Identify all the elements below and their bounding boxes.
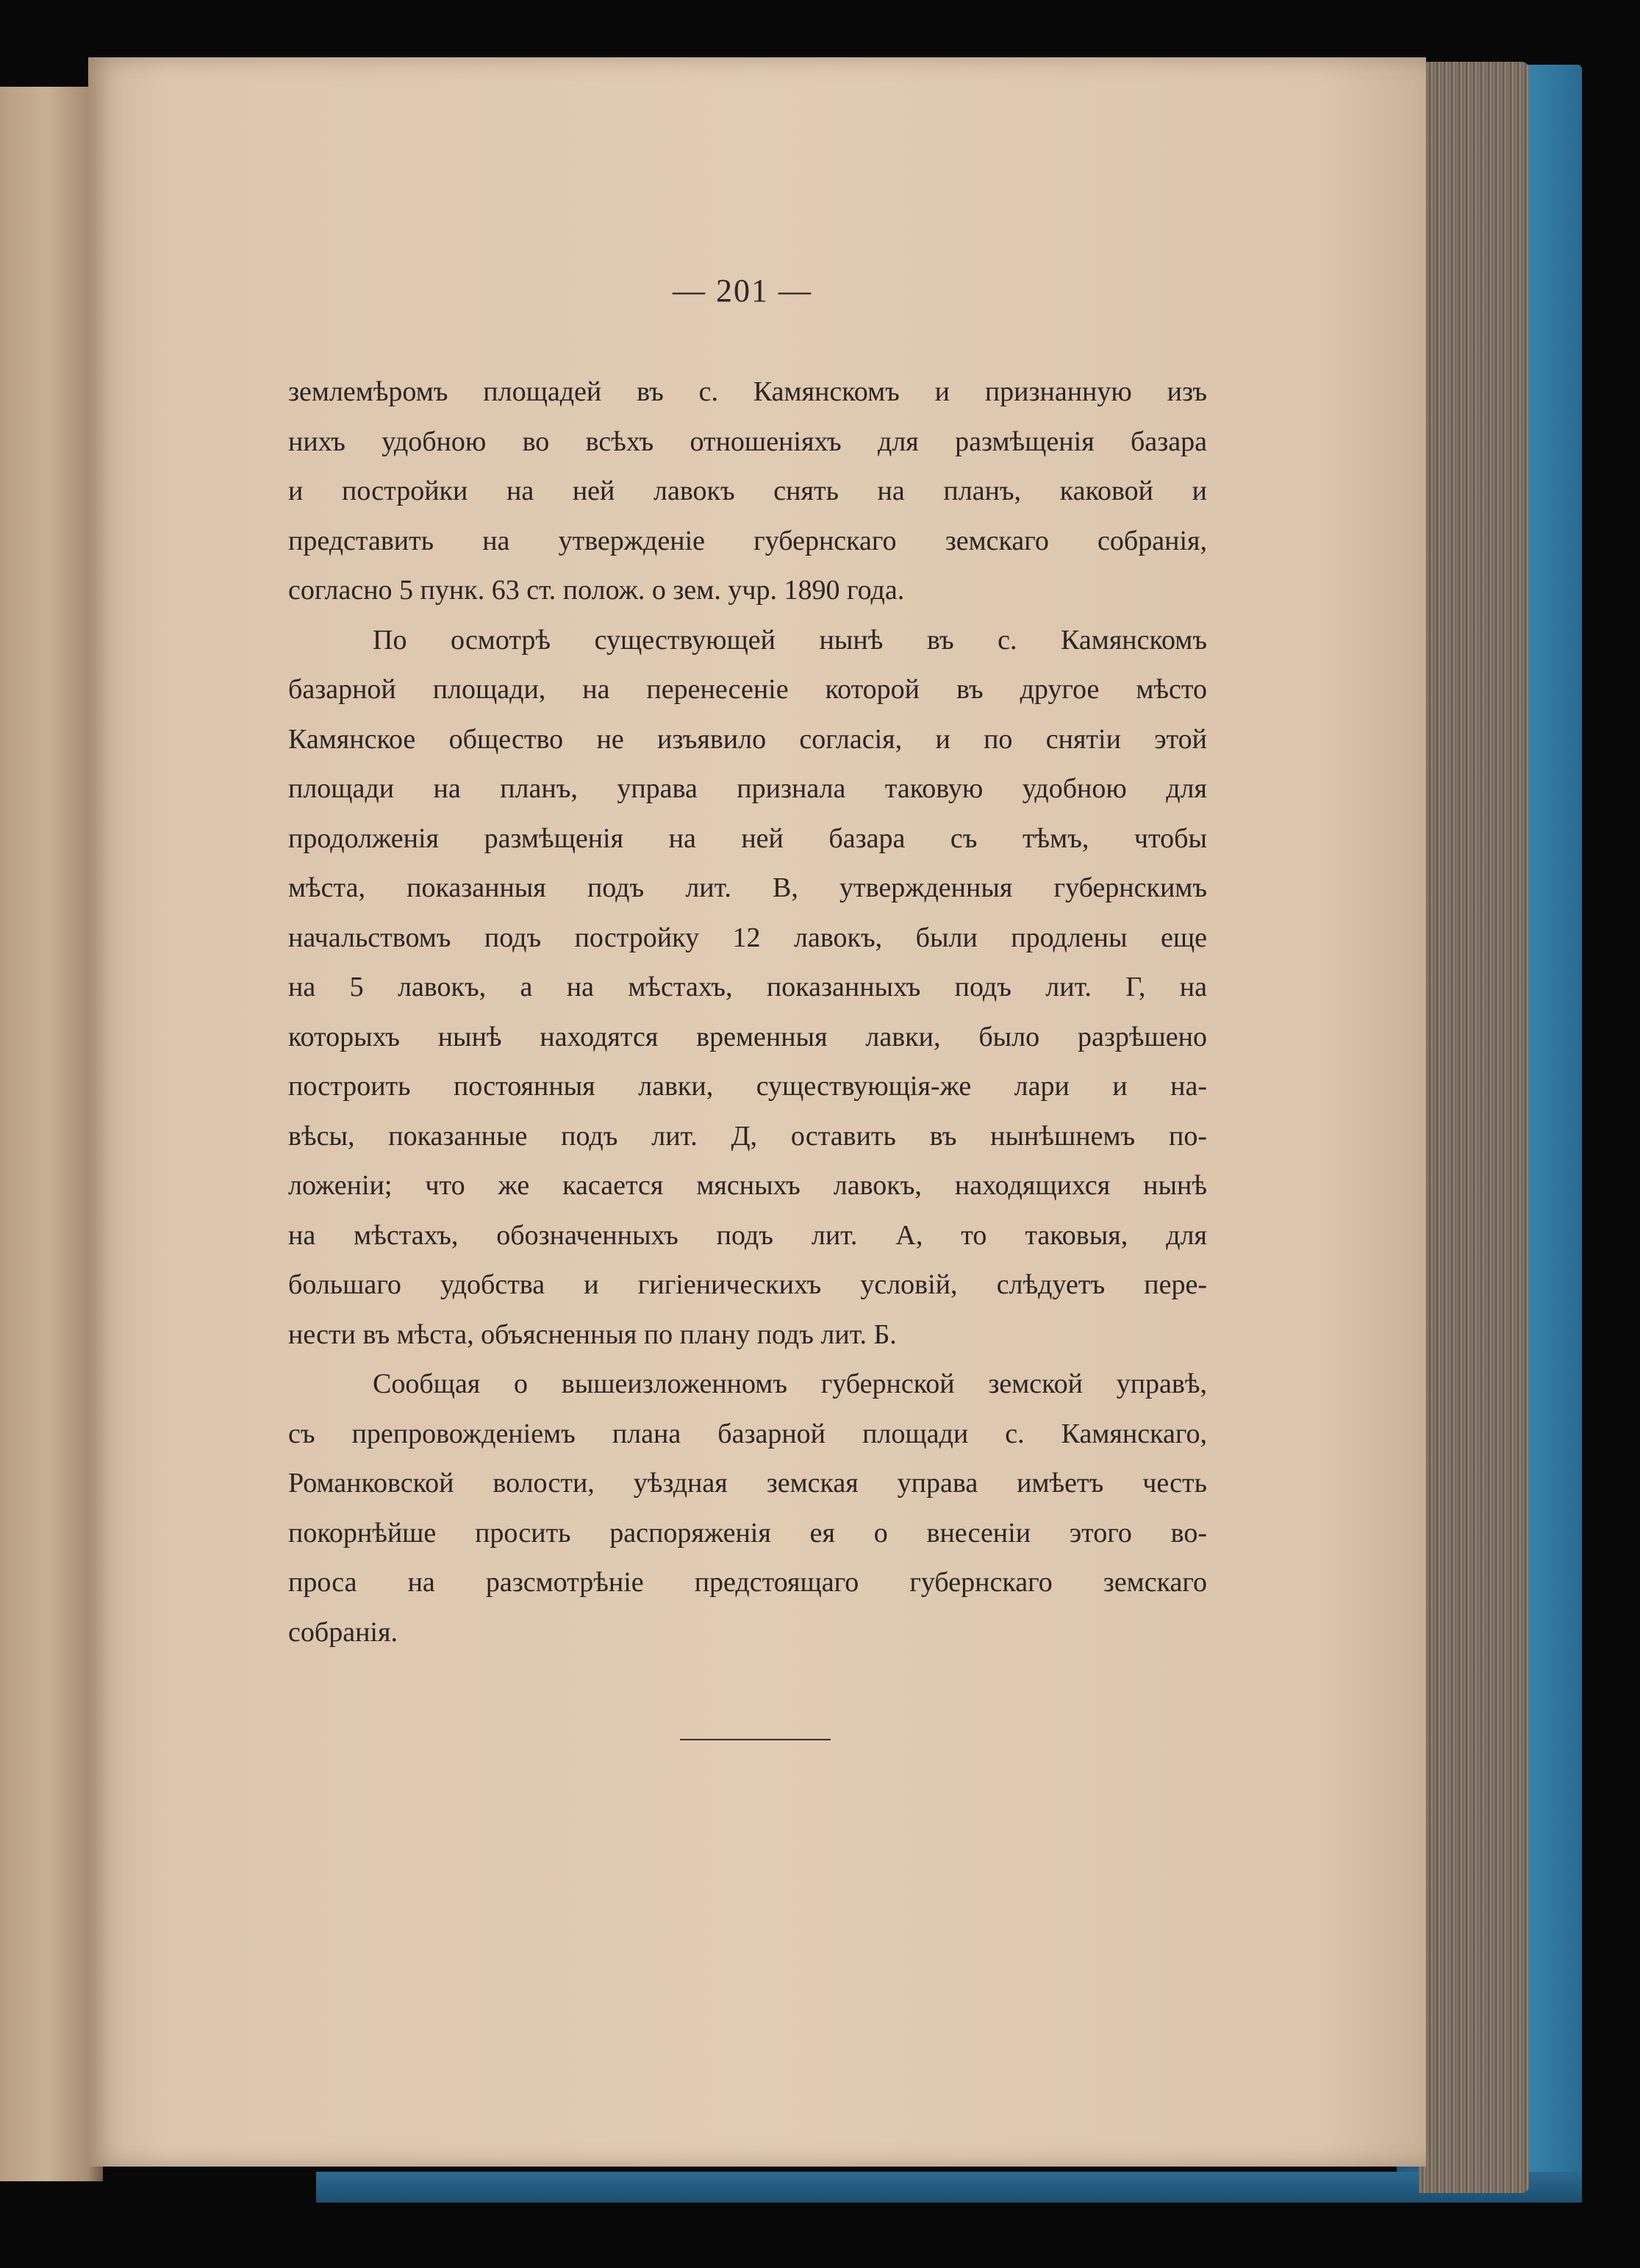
text-line: большаго удобства и гигіеническихъ условій, слѣдуетъ пере- [288,1269,1207,1300]
text-line: Романковской волости, уѣздная земская управа имѣетъ честь [288,1468,1207,1499]
text-line: ложеніи; что же касается мясныхъ лавокъ, находящихся нынѣ [288,1170,1207,1201]
body-text [288,367,1207,1657]
book-cover-bottom-edge [316,2172,1582,2203]
text-line: на мѣстахъ, обозначенныхъ подъ лит. А, то таковыя, для [288,1219,1207,1251]
text-line: покорнѣйше просить распоряженія ея о внесеніи этого во- [288,1517,1207,1549]
page-block-edges [1419,62,1529,2193]
text-line: Сообщая о вышеизложенномъ губернской земской управѣ, [373,1368,1207,1399]
text-line: съ препровожденіемъ плана базарной площади с. Камянскаго, [288,1418,1207,1449]
text-line: площади на планъ, управа признала таковую удобною для [288,773,1207,804]
text-line: По осмотрѣ существующей нынѣ въ с. Камянскомъ [373,624,1207,656]
text-line: Камянское общество не изъявило согласія, и по снятіи этой [288,723,1207,755]
text-line: продолженія размѣщенія на ней базара съ тѣмъ, чтобы [288,822,1207,854]
text-line: базарной площади, на перенесеніе которой въ другое мѣсто [288,674,1207,705]
page-number: — 201 — [673,273,812,309]
text-line: мѣста, показанныя подъ лит. В, утвержденныя губернскимъ [288,872,1207,903]
left-page-edge [0,87,103,2181]
text-line: которыхъ нынѣ находятся временныя лавки, было разрѣшено [288,1021,1207,1052]
closing-rule [680,1739,831,1740]
text-line: начальствомъ подъ постройку 12 лавокъ, были продлены еще [288,922,1207,953]
text-line: согласно 5 пунк. 63 ст. полож. о зем. учр. 1890 года. [288,575,905,606]
text-line: и постройки на ней лавокъ снять на планъ, каковой и [288,476,1207,506]
text-line: землемѣромъ площадей въ с. Камянскомъ и признанную изъ [288,376,1207,407]
text-line: нести въ мѣста, объясненныя по плану подъ лит. Б. [288,1318,897,1350]
text-line: построить постоянныя лавки, существующія-же лари и на- [288,1071,1207,1102]
text-line: на 5 лавокъ, а на мѣстахъ, показанныхъ подъ лит. Г, на [288,972,1207,1002]
text-line: представить на утвержденіе губернскаго земскаго собранія, [288,525,1207,556]
text-line: проса на разсмотрѣніе предстоящаго губернскаго земскаго [288,1567,1207,1598]
text-line: нихъ удобною во всѣхъ отношеніяхъ для размѣщенія базара [288,426,1207,457]
text-line: вѣсы, показанные подъ лит. Д, оставить въ нынѣшнемъ по- [288,1120,1207,1152]
text-line: собранія. [288,1616,398,1648]
